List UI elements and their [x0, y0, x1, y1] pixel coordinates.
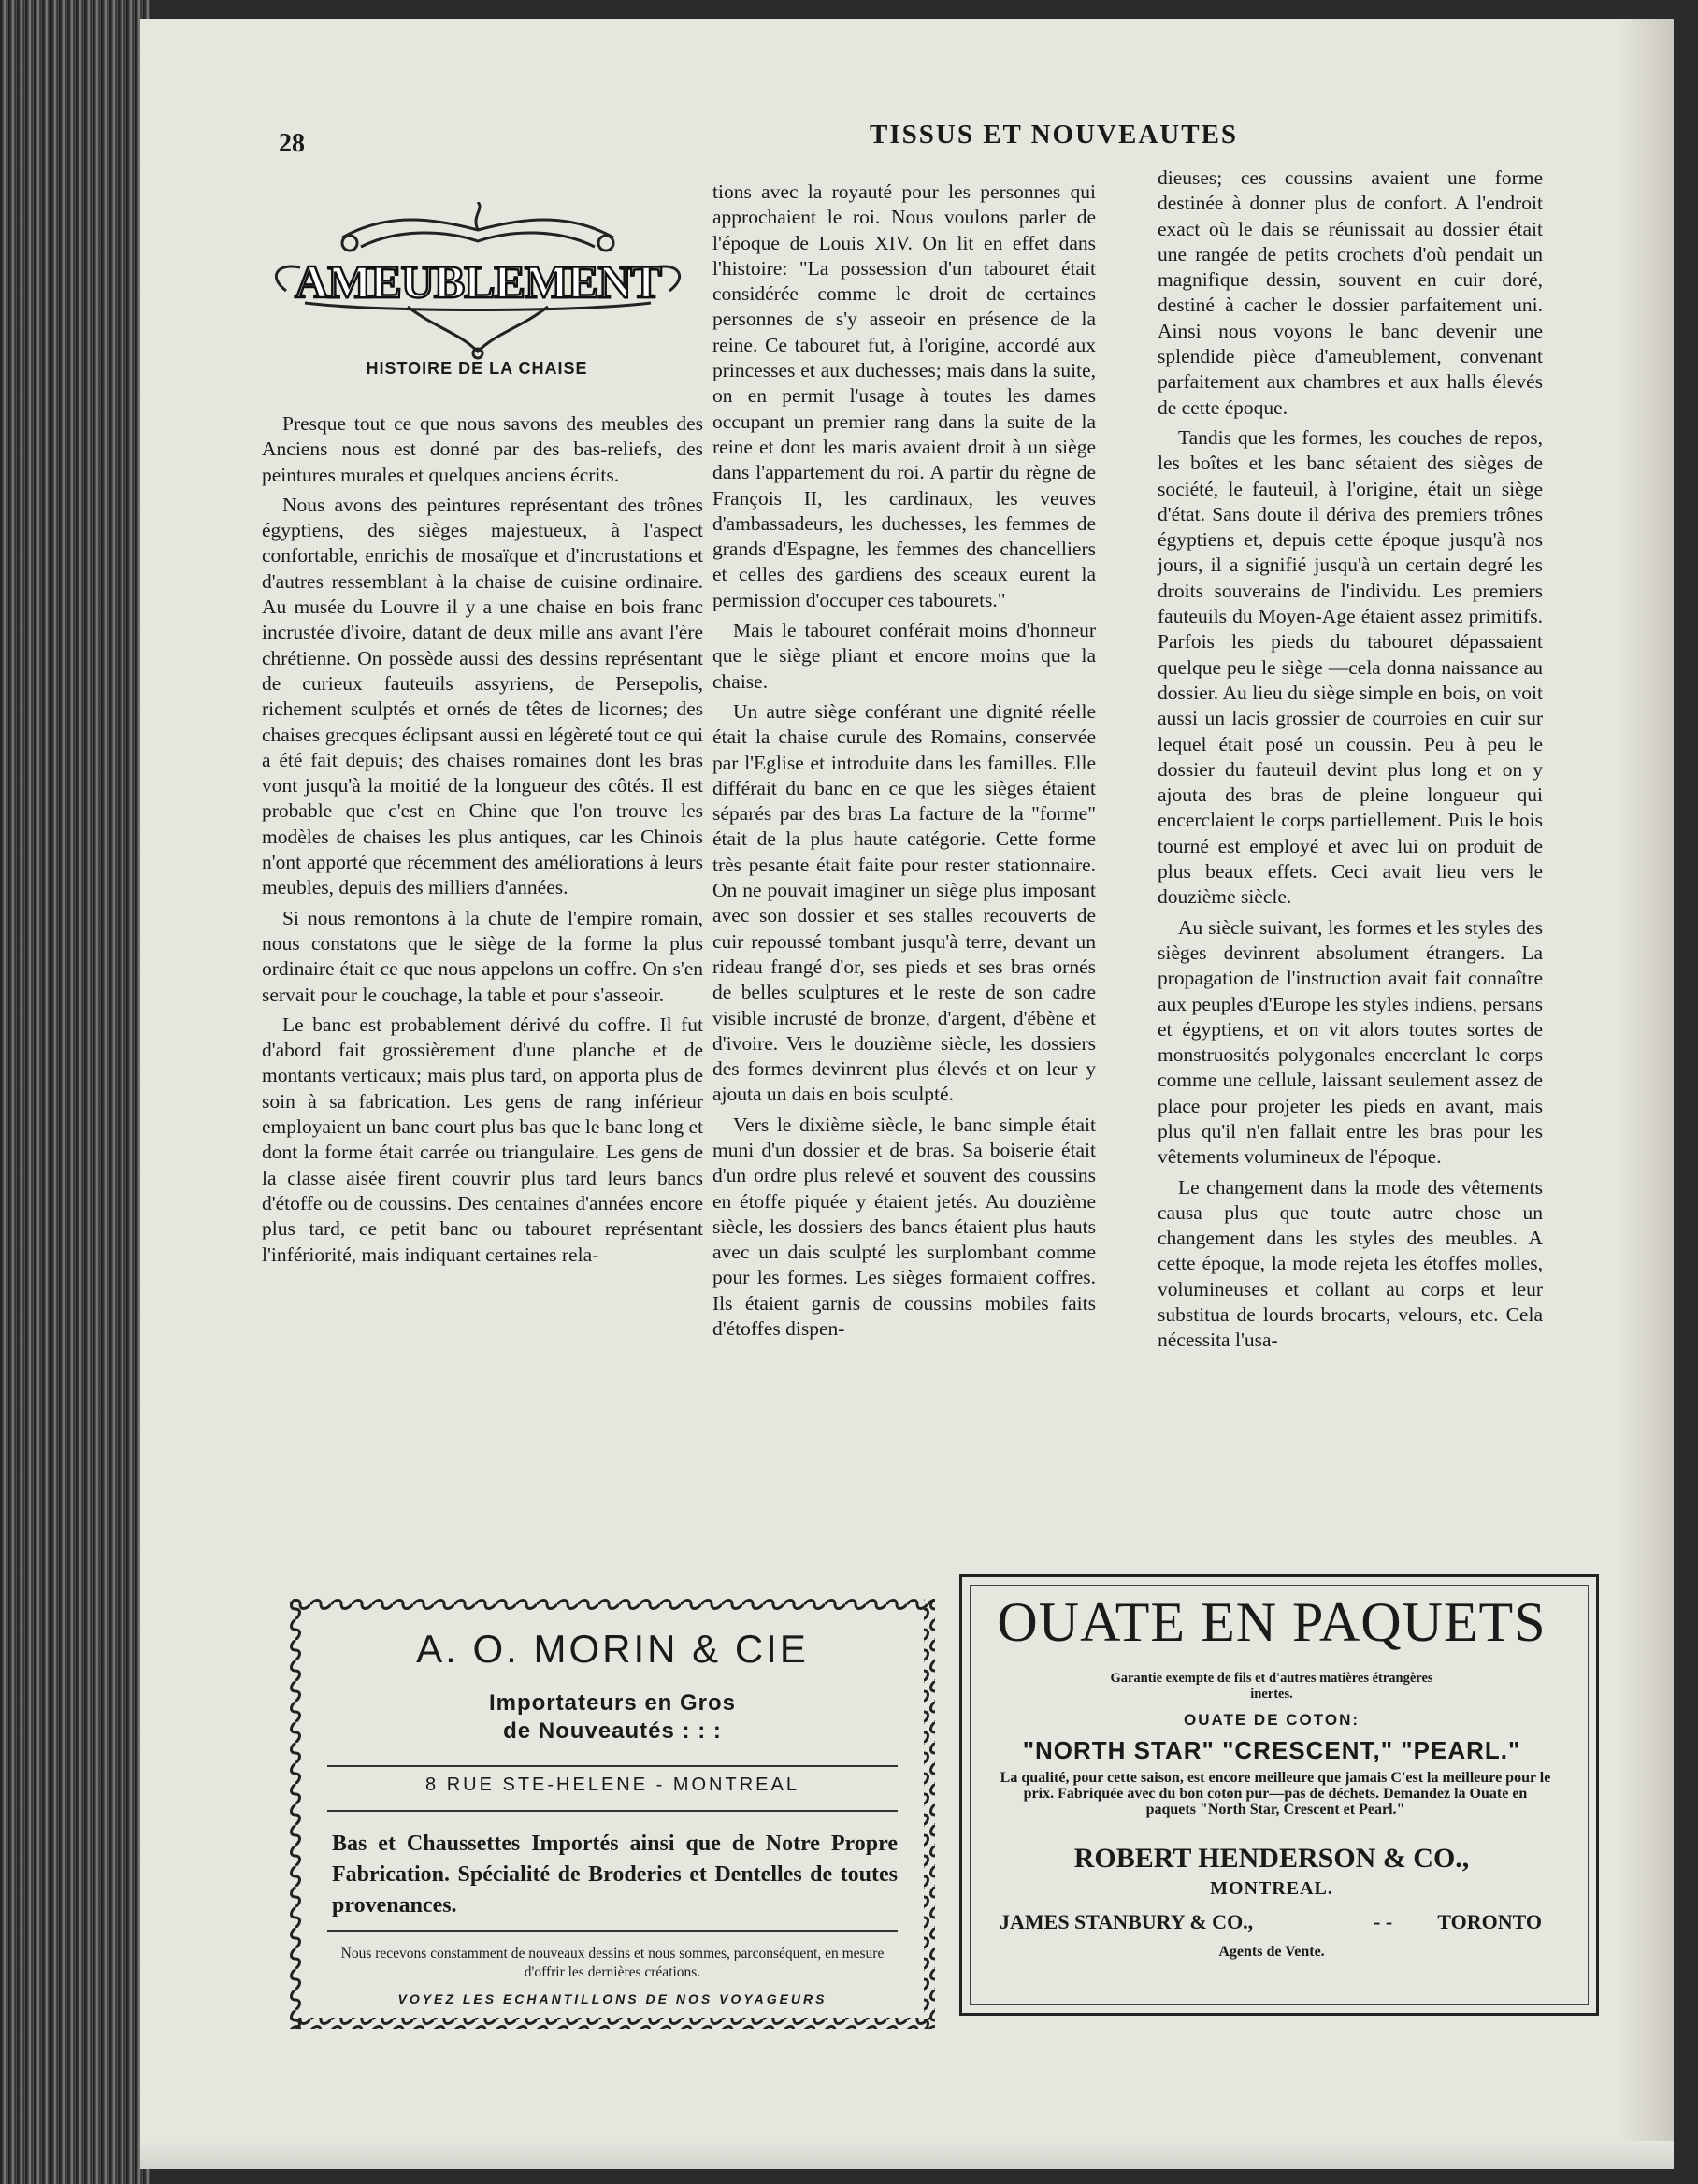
paragraph: Vers le dixième siècle, le banc simple était muni d'un dossier et de bras. Sa boiserie était d'un ordre plus relevé et souvent des coussins en étoffe piquée y étaient jetés. Au douzième siècle, les dossiers des bancs étaient plus hauts avec un dais sculpté les surplombant comme pour les formes. Les sièges formaient coffres. Ils étaient garnis de coussins mobiles faits d'étoffes dispen-: [712, 1113, 1096, 1341]
book-page-edges: [0, 0, 150, 2184]
ouate-company: ROBERT HENDERSON & CO.,: [1073, 1843, 1470, 1874]
paragraph: Nous avons des peintures représentant des trônes égyptiens, des sièges majestueux, à l'aspect confortable, enrichis de mosaïque et d'incrustations et d'autres ressemblant à la chaise de cuisine ordinaire. Au musée du Louvre il y a une chaise en bois franc incrustée d'ivoire, datant de deux mille ans avant l'ère chrétienne. On possède aussi des dessins représentant de curieux fauteuils assyriens, de Persepolis, richement sculptés et ornés de têtes de licornes; des chaises grecques éclipsant aussi en légèreté tout ce qui a été fait depuis; des chaises romaines dont les bras vont jusqu'à la moitié de la longueur des côtés. Il est probable que c'est en Chine que l'on trouve les modèles de chaises les plus antiques, car les Chinois n'ont apporté que récemment des améliorations à leurs meubles, depuis des milliers d'années.: [262, 493, 703, 899]
divider: [327, 1930, 898, 1932]
morin-tagline-2: de Nouveautés : : :: [503, 1718, 722, 1744]
morin-notice: Nous recevons constamment de nouveaux dessins et nous sommes, parconséquent, en mesure d'offrir les dernières créations.: [340, 1946, 885, 1980]
divider: [327, 1810, 898, 1812]
morin-company-name: A. O. MORIN & CIE: [416, 1627, 809, 1671]
ouate-brands: "NORTH STAR" "CRESCENT," "PEARL.": [1022, 1736, 1521, 1764]
article-column-2: [712, 180, 1096, 1346]
ouate-agents-label: Agents de Vente.: [1218, 1944, 1325, 1960]
morin-products: Bas et Chaussettes Importés ainsi que de Notre Propre Fabrication. Spécialité de Broderies et Dentelles de toutes provenances.: [332, 1832, 898, 1918]
paragraph: dieuses; ces coussins avaient une forme destinée à donner plus de confort. A l'endroit exact où le dais se réunissait au dossier était une rangée de petits crochets d'où pendait un magnifique dessin, souvent en cuir doré, destiné à cacher le dossier parfaitement uni. Ainsi nous voyons le banc devenir une splendide pièce d'ameublement, convenant parfaitement aux chambres et aux halls élevés de cette époque.: [1158, 166, 1543, 419]
ouate-advertisement: [959, 1574, 1599, 2016]
agent-city: TORONTO: [1437, 1910, 1542, 1933]
paragraph: Tandis que les formes, les couches de repos, les boîtes et les banc sétaient des sièges de société, le fauteuil, à l'origine, était un siège d'état. Sans doute il dériva des premiers trônes égyptiens et, depuis cette époque jusqu'à nos jours, il a signifié jusqu'à un certain degré les droits souverains de l'individu. Les premiers fauteuils du Moyen-Age étaient assez primitifs. Parfois les pieds du tabouret dépassaient quelque peu le siège —cela donna naissance au dossier. Au lieu du siège simple en bois, on voit aussi un lacis grossier de courroies en cuir sur lequel était posé un coussin. Peu à peu le dossier du fauteuil devint plus long et on y ajouta des bras de pleine longueur qui encerclaient le corps partiellement. Puis le bois tourné est employé et avec lui on produit de plus beaux effets. Ceci avait lieu vers le douzième siècle.: [1158, 425, 1543, 909]
morin-address: 8 RUE STE-HELENE - MONTREAL: [425, 1774, 799, 1795]
paragraph: Mais le tabouret conférait moins d'honneur que le siège pliant et encore moins que la chaise.: [712, 619, 1096, 693]
morin-samples-line: VOYEZ LES ECHANTILLONS DE NOS VOYAGEURS: [397, 1991, 827, 2006]
paragraph: Le banc est probablement dérivé du coffre. Il fut d'abord fait grossièrement d'une planche et de montants verticaux; mais plus tard, on apporta plus de soin à sa fabrication. Les gens de rang inférieur employaient un banc court plus bas que le banc long et dont la forme était carrée ou triangulaire. Les gens de la classe aisée firent couvrir plus tard leurs bancs d'étoffe ou de coussins. Des centaines d'années encore plus tard, ce petit banc ou tabouret représentant l'infériorité, mais indiquant certaines rela-: [262, 1013, 703, 1266]
paragraph: Presque tout ce que nous savons des meubles des Anciens nous est donné par des bas-reliefs, des peintures murales et quelques anciens écrits.: [262, 412, 703, 486]
ouate-headline: OUATE EN PAQUETS: [997, 1591, 1547, 1653]
ouate-agent-line: [1000, 1910, 1542, 1934]
ouate-guarantee: Garantie exempte de fils et d'autres matières étrangères inertes.: [1110, 1671, 1433, 1702]
magazine-page: [140, 19, 1674, 2169]
morin-advertisement: [290, 1599, 935, 2029]
ouate-label: OUATE DE COTON:: [1183, 1711, 1360, 1729]
morin-tagline-1: Importateurs en Gros: [488, 1690, 737, 1716]
page-number: 28: [279, 129, 305, 158]
paragraph: tions avec la royauté pour les personnes qui approchaient le roi. Nous voulons parler de l'époque de Louis XIV. On lit en effet dans l'histoire: "La possession d'un tabouret était considérée comme le droit de certaines personnes de s'y asseoir en présence de la reine. Ce tabouret fut, à l'origine, accordé aux princesses et aux duchesses; mais dans la suite, on en permit l'usage à toutes les dames occupant un premier rang dans la suite de la reine et dont les maris avaient droit à un siège dans l'appartement du roi. A partir du règne de François II, les cardinaux, les veuves d'ambassadeurs, les duchesses, les femmes de grands d'Espagne, les femmes des chancelliers et celles des gardiens des sceaux eurent la permission d'occuper ces tabourets.": [712, 180, 1096, 611]
section-subtitle: HISTOIRE DE LA CHAISE: [366, 359, 588, 378]
paragraph: Au siècle suivant, les formes et les styles des sièges devinrent absolument étrangers. La propagation de l'instruction avait fait connaître aux peuples d'Europe les styles indiens, persans et égyptiens, et on vit alors toutes sortes de monstruosités polygonales encerclant le corps comme une cellule, laissant seulement assez de place pour projeter les pieds en avant, mais plus qu'il n'en fallait entre les bras pour les vêtements volumineux de l'époque.: [1158, 915, 1543, 1169]
ameublement-ornament-heading: [249, 202, 707, 361]
agent-name: JAMES STANBURY & CO.,: [1000, 1910, 1254, 1933]
running-title: TISSUS ET NOUVEAUTES: [870, 120, 1239, 150]
ameublement-title: AMEUBLEMENT: [295, 255, 661, 308]
paragraph: Le changement dans la mode des vêtements causa plus que toute autre chose un changement dans les styles des meubles. A cette époque, la mode rejeta les étoffes molles, volumineuses et collant au corps et leur substitua de lourds brocarts, velours, etc. Cela nécessita l'usa-: [1158, 1175, 1543, 1352]
paragraph: Un autre siège conférant une dignité réelle était la chaise curule des Romains, conservée par l'Eglise et introduite dans les familles. Elle différait du banc en ce que les sièges étaient séparés par des bras La facture de la "forme" était de la plus haute catégorie. Cette forme très pesante était faite pour rester stationnaire. On ne pouvait imaginer un siège plus imposant avec son dossier et ses stalles recouverts de cuir repoussé tombant jusqu'à terre, devant un rideau frangé d'or, ses pieds et ses bras ornés de belles sculptures et le reste de son cadre visible incrusté de bronze, d'argent, d'ébène et d'ivoire. Vers le douzième siècle, les dossiers des formes devinrent plus élevés et on leur y ajouta un dais en bois sculpté.: [712, 699, 1096, 1106]
page-gutter-shadow: [1618, 19, 1674, 2169]
ouate-city: MONTREAL.: [1210, 1878, 1333, 1899]
article-column-3: [1158, 165, 1543, 1358]
ouate-quality-text: La qualité, pour cette saison, est encore meilleure que jamais C'est la meilleure pour le prix. Fabriquée avec du bon coton pur—pas de déchets. Demandez la Ouate en paquets "North Star, Crescent et Pearl.": [1000, 1770, 1551, 1818]
paragraph: Si nous remontons à la chute de l'empire romain, nous constatons que le siège de la forme la plus ordinaire était ce que nous appelons un coffre. On s'en servait pour le couchage, la table et pour s'asseoir.: [262, 906, 703, 1006]
agent-separator: - -: [1374, 1910, 1393, 1933]
article-column-1: [262, 411, 703, 1272]
divider: [327, 1765, 898, 1767]
page-bottom-shade: [140, 2141, 1674, 2169]
